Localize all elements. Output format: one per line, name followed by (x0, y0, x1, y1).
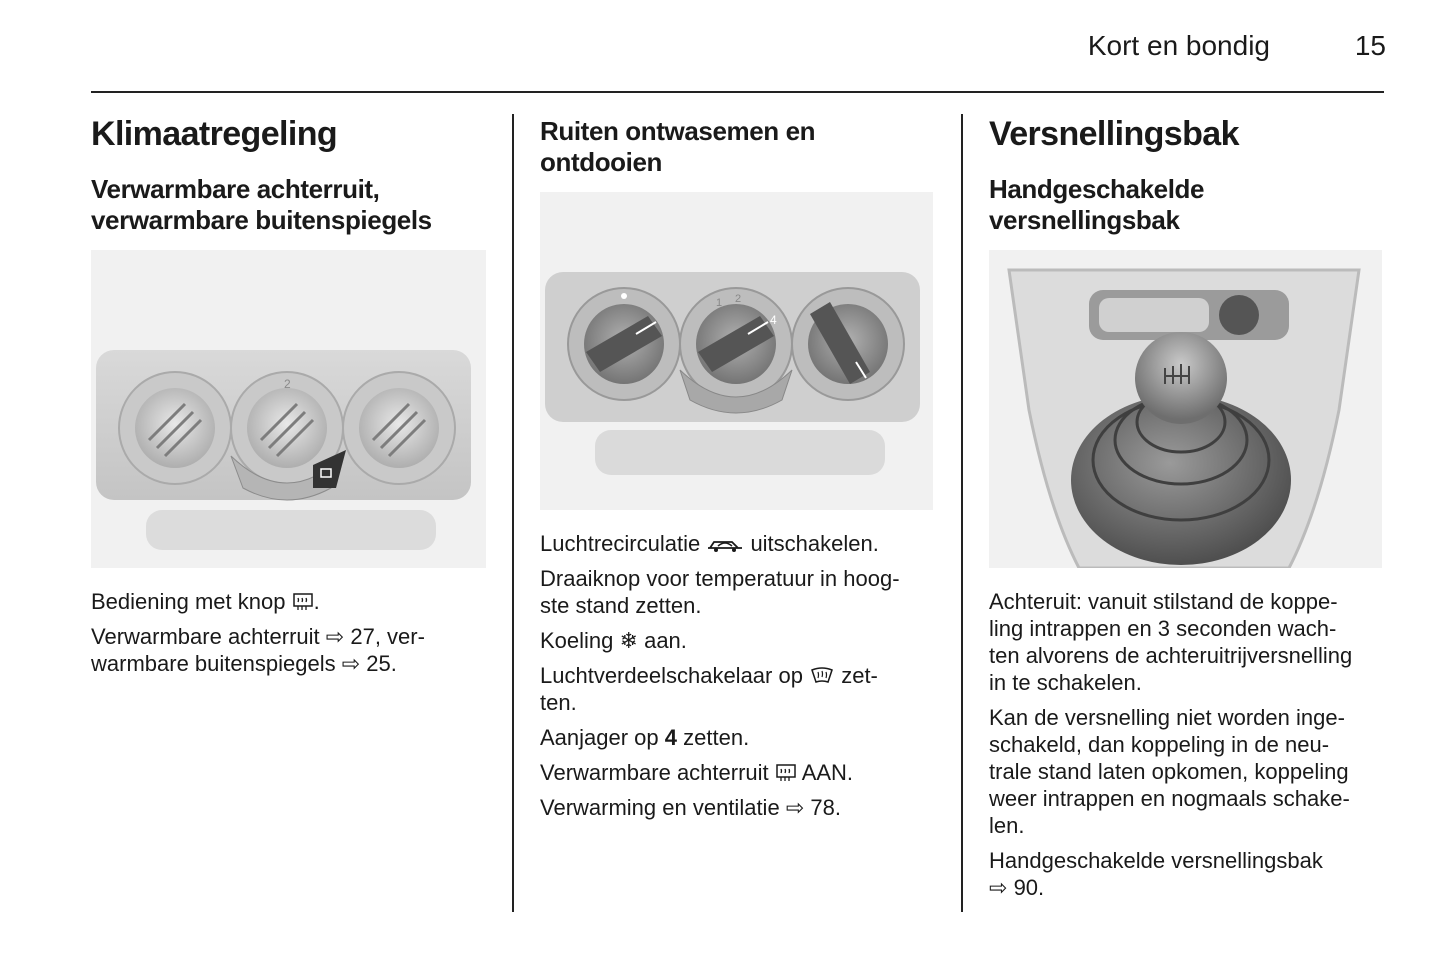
paragraph: Verwarmbare achterruit AAN. (540, 760, 854, 785)
paragraph: Luchtrecirculatie uitschakelen. (540, 531, 879, 556)
page-reference[interactable]: 78. (810, 795, 841, 820)
fan-level-value: 4 (664, 725, 678, 750)
subheading-line: Verwarmbare achterruit, (91, 174, 380, 204)
page-reference-icon: ⇨ (785, 795, 805, 820)
subheading-line: verwarmbare buitenspiegels (91, 205, 432, 235)
page-reference[interactable]: 90. (1013, 875, 1045, 900)
section-defog-defrost (540, 112, 940, 178)
paragraph: Draaiknop voor temperatuur in hoog- ste stand zetten. (540, 566, 900, 618)
knob-air-distribution-windscreen (792, 288, 904, 400)
page-reference[interactable]: 25. (366, 651, 397, 676)
running-header-title: Kort en bondig (1087, 30, 1270, 61)
cooling-snowflake-icon: ❄ (619, 628, 638, 653)
page-number: 15 (1354, 30, 1386, 61)
paragraph: Aanjager op 4 zetten. (540, 725, 750, 750)
fan-level-label: 4 (770, 313, 777, 327)
fan-level-label: 2 (735, 293, 742, 305)
section-heading: Klimaatregeling (91, 115, 338, 153)
paragraph: Handgeschakelde versnellingsbak ⇨ 90. (989, 848, 1323, 900)
fan-level-label: 2 (284, 377, 291, 391)
figure-defrost-panel (540, 192, 933, 510)
windscreen-defrost-icon (809, 666, 835, 686)
defrost-body-text (540, 530, 950, 829)
knob-air-distribution (343, 372, 455, 484)
section-climate-control (91, 112, 491, 236)
paragraph: Kan de versnelling niet worden inge- schakeld, dan koppeling in de neu- trale stand laten opkomen, koppeling weer intrappen en nogmaals schake- len. (989, 705, 1350, 838)
column-divider-2 (961, 114, 963, 912)
figure-climate-panel (91, 250, 486, 568)
page-reference-icon: ⇨ (989, 875, 1008, 900)
rear-window-heater-icon (292, 592, 314, 612)
subheading-line: Handgeschakelde (989, 174, 1205, 204)
page-reference-icon: ⇨ (341, 651, 361, 676)
page-reference-icon: ⇨ (325, 624, 345, 649)
column-divider-1 (512, 114, 514, 912)
section-heading-line: ontdooien (540, 147, 663, 177)
paragraph: Verwarming en ventilatie ⇨ 78. (540, 795, 841, 820)
climate-body-text (91, 588, 491, 685)
gear-knob (1135, 332, 1227, 424)
gearbox-body-text (989, 588, 1389, 909)
paragraph: Luchtverdeelschakelaar op zet- ten. (540, 663, 878, 715)
figure-gear-lever (989, 250, 1382, 568)
paragraph: Koeling ❄ aan. (540, 628, 687, 653)
page-reference[interactable]: 27, ver- (350, 624, 425, 649)
paragraph: Bediening met knop . (91, 589, 320, 614)
section-heading-line: Ruiten ontwasemen en (540, 116, 816, 146)
header-rule (91, 91, 1384, 93)
knob-temperature (119, 372, 231, 484)
subheading-line: versnellingsbak (989, 205, 1180, 235)
paragraph: Verwarmbare achterruit ⇨ 27, ver- warmbare buitenspiegels ⇨ 25. (91, 624, 425, 676)
fan-level-label: 1 (716, 297, 723, 309)
section-gearbox (989, 112, 1389, 236)
section-heading: Versnellingsbak (989, 115, 1239, 153)
air-recirculation-icon (706, 536, 744, 554)
paragraph: Achteruit: vanuit stilstand de koppe- ling intrappen en 3 seconden wach- ten alvorens de achteruitrijversnelling in te schakelen. (989, 589, 1353, 695)
knob-temperature-max (568, 288, 680, 400)
rear-window-heater-icon (775, 763, 797, 783)
